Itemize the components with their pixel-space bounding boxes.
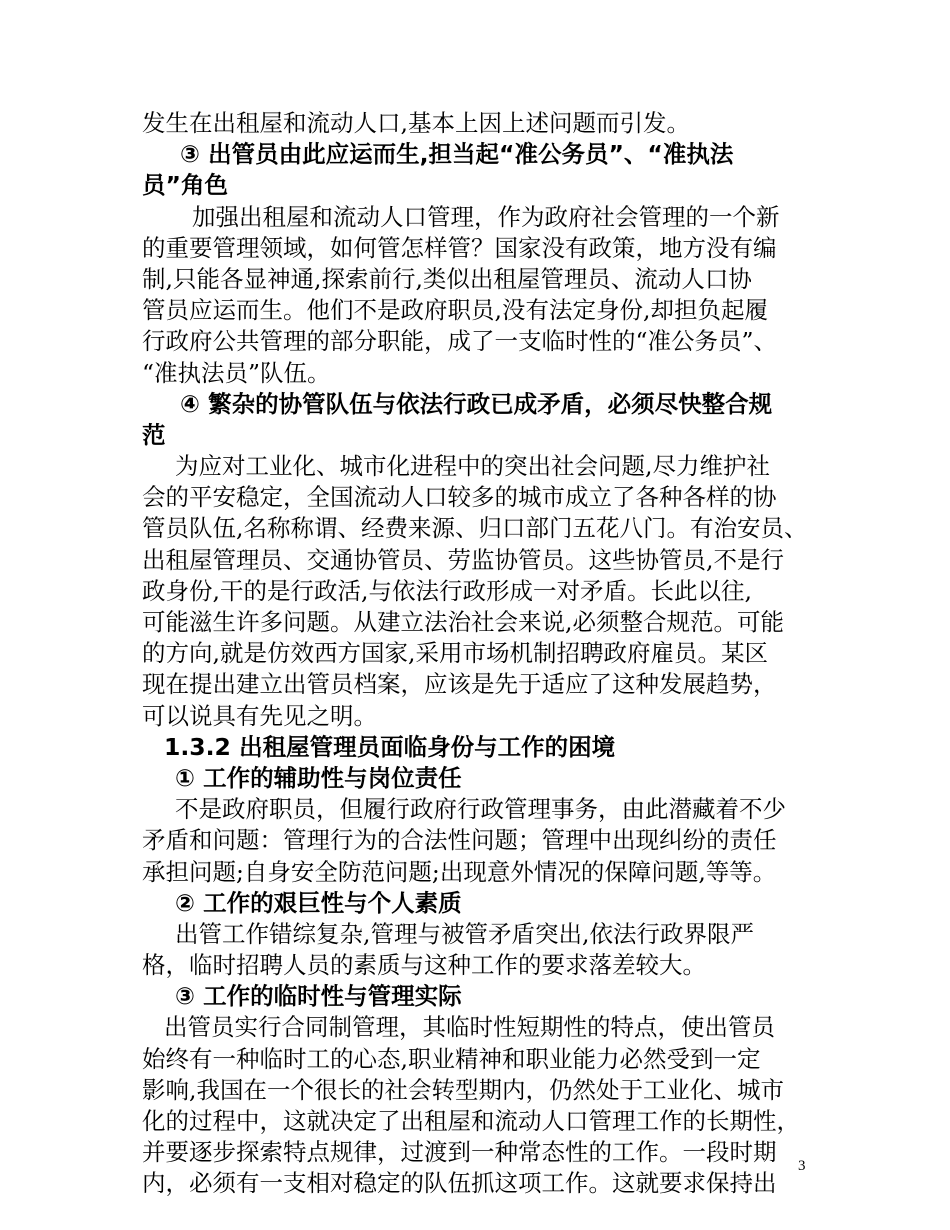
- text-line: 发生在出租屋和流动人口,基本上因上述问题而引发。: [142, 109, 690, 137]
- text-line: 的重要管理领域，如何管怎样管？国家没有政策，地方没有编: [142, 233, 777, 262]
- section-heading: ① 工作的辅助性与岗位责任: [175, 763, 462, 792]
- section-heading-cont: 范: [142, 420, 166, 449]
- section-heading: ③ 工作的临时性与管理实际: [175, 982, 462, 1011]
- text-line: 会的平安稳定，全国流动人口较多的城市成立了各种各样的协: [142, 483, 777, 512]
- section-heading: ③ 出管员由此应运而生,担当起“准公务员”、“准执法: [180, 140, 734, 169]
- text-line: 影响,我国在一个很长的社会转型期内，仍然处于工业化、城市: [142, 1075, 784, 1104]
- text-line: 并要逐步探索特点规律，过渡到一种常态性的工作。一段时期: [142, 1138, 777, 1167]
- document-body: [142, 108, 822, 1200]
- text-line: 出租屋管理员、交通协管员、劳监协管员。这些协管员,不是行: [142, 545, 784, 574]
- text-line: 内，必须有一支相对稳定的队伍抓这项工作。这就要求保持出: [142, 1169, 777, 1198]
- section-heading-cont: 员”角色: [142, 171, 228, 200]
- text-line: 化的过程中，这就决定了出租屋和流动人口管理工作的长期性，: [142, 1107, 800, 1135]
- text-line: 制,只能各显神通,探索前行,类似出租屋管理员、流动人口协: [142, 264, 752, 293]
- page-number: 3: [798, 1158, 806, 1174]
- text-line: 现在提出建立出管员档案，应该是先于适应了这种发展趋势，: [142, 670, 777, 699]
- text-line: 可能滋生许多问题。从建立法治社会来说,必须整合规范。可能: [142, 608, 784, 636]
- text-line: 的方向,就是仿效西方国家,采用市场机制招聘政府雇员。某区: [142, 639, 768, 668]
- subsection-heading: 1.3.2 出租屋管理员面临身份与工作的困境: [164, 732, 616, 761]
- text-line: 矛盾和问题：管理行为的合法性问题；管理中出现纠纷的责任: [142, 826, 777, 855]
- text-line: 管员应运而生。他们不是政府职员,没有法定身份,却担负起履: [142, 296, 768, 325]
- text-line: 格，临时招聘人员的素质与这种工作的要求落差较大。: [142, 951, 706, 980]
- text-line: 加强出租屋和流动人口管理，作为政府社会管理的一个新: [192, 202, 780, 231]
- text-line: 可以说具有先见之明。: [142, 701, 377, 730]
- text-line: 不是政府职员，但履行政府行政管理事务，由此潜藏着不少: [175, 795, 786, 824]
- text-line: 管员队伍,名称称谓、经费来源、归口部门五花八门。有治安员、: [142, 514, 808, 543]
- text-line: 行政府公共管理的部分职能，成了一支临时性的“准公务员”、: [142, 327, 778, 356]
- section-heading: ② 工作的艰巨性与个人素质: [175, 888, 462, 917]
- text-line: 承担问题;自身安全防范问题;出现意外情况的保障问题,等等。: [142, 857, 777, 886]
- text-line: 出管员实行合同制管理，其临时性短期性的特点，使出管员: [164, 1013, 775, 1042]
- text-line: “准执法员”队伍。: [142, 358, 331, 387]
- text-line: 始终有一种临时工的心态,职业精神和职业能力必然受到一定: [142, 1044, 761, 1073]
- text-line: 政身份,干的是行政活,与依法行政形成一对矛盾。长此以往,: [142, 576, 752, 605]
- text-line: 为应对工业化、城市化进程中的突出社会问题,尽力维护社: [175, 452, 770, 481]
- section-heading: ④ 繁杂的协管队伍与依法行政已成矛盾，必须尽快整合规: [180, 389, 773, 418]
- text-line: 出管工作错综复杂,管理与被管矛盾突出,依法行政界限严: [175, 919, 754, 948]
